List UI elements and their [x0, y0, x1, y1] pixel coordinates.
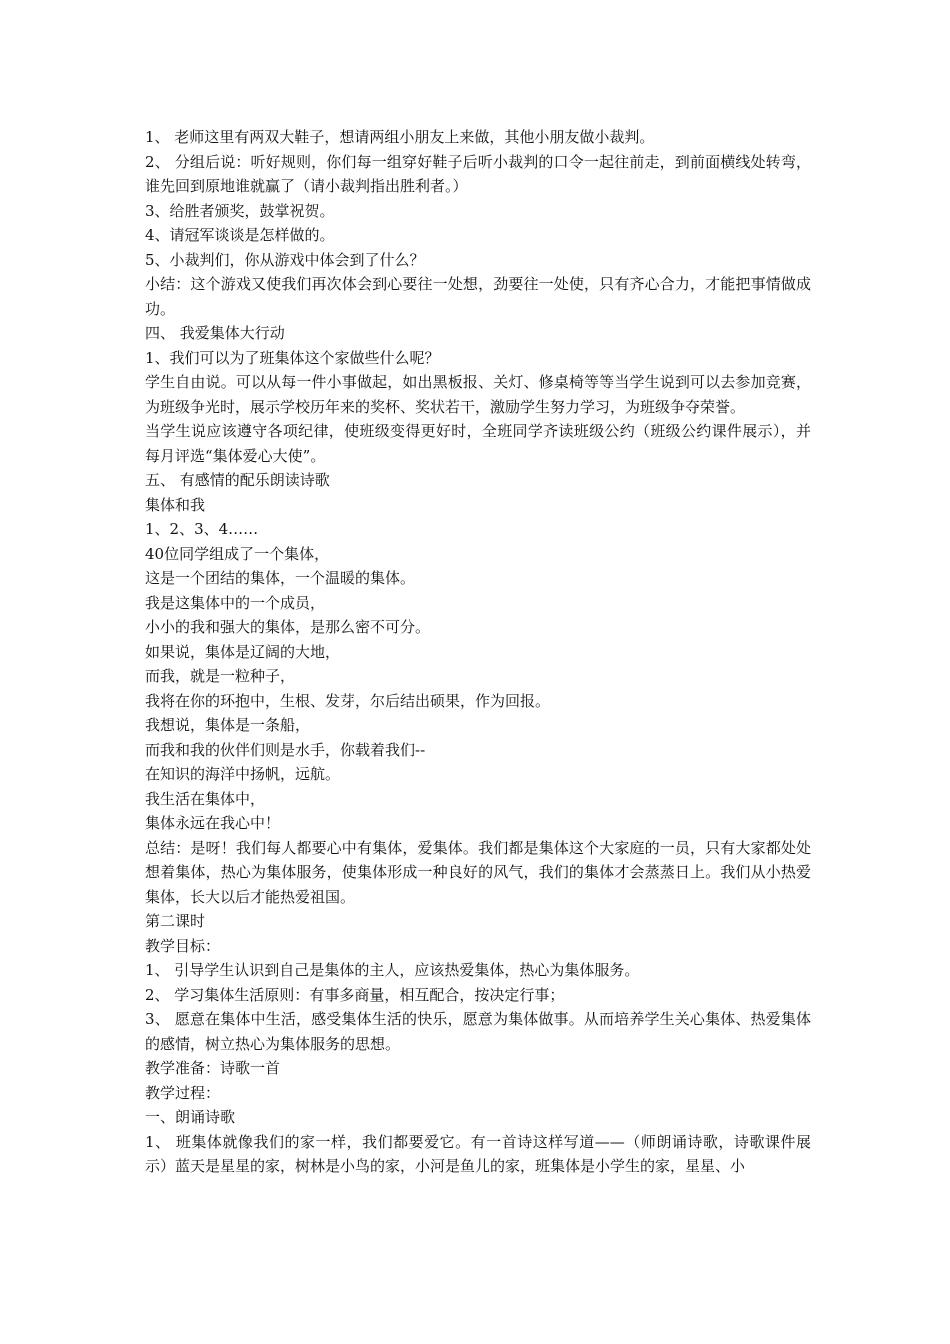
poem-line: 集体永远在我心中！ [145, 814, 281, 832]
poem-line: 这是一个团结的集体，一个温暖的集体。 [145, 569, 416, 587]
text-line: 教学目标： [145, 936, 221, 955]
text-line: 总结：是呀！我们每人都要心中有集体，爱集体。我们都是集体这个大家庭的一员，只有大家都处处想着集体，热心为集体服务，使集体形成一种良好的风气，我们的集体才会蒸蒸日上。我们从小热爱集体，长大以后才能热爱祖国。 [145, 838, 811, 906]
text-line: 学生自由说。可以从每一件小事做起，如出黑板报、关灯、修桌椅等等当学生说到可以去参加竞赛，为班级争光时，展示学校历年来的奖杯、奖状若干，激励学生努力学习，为班级争夺荣誉。 [145, 373, 811, 416]
section-heading: 一、朗诵诗歌 [145, 1108, 236, 1126]
text-line: 5、小裁判们，你从游戏中体会到了什么？ [145, 250, 425, 269]
section-heading: 四、 我爱集体大行动 [145, 324, 285, 342]
text-line: 2、 学习集体生活原则：有事多商量，相互配合，按决定行事； [145, 985, 565, 1004]
poem-line: 1、2、3、4…… [145, 520, 259, 538]
text-line: 1、 引导学生认识到自己是集体的主人，应该热爱集体，热心为集体服务。 [145, 961, 640, 979]
text-line: 3、给胜者颁奖，鼓掌祝贺。 [145, 201, 335, 220]
poem-line: 如果说，集体是辽阔的大地， [145, 642, 341, 661]
poem-line: 我是这集体中的一个成员， [145, 593, 326, 612]
poem-line: 而我和我的伙伴们则是水手，你载着我们-- [145, 740, 426, 759]
poem-line: 我想说，集体是一条船， [145, 716, 311, 734]
text-line: 教学过程： [145, 1083, 221, 1102]
text-line: 教学准备：诗歌一首 [145, 1059, 281, 1077]
poem-title: 集体和我 [145, 495, 206, 514]
section-heading: 第二课时 [145, 912, 206, 930]
text-line: 当学生说应该遵守各项纪律，使班级变得更好时，全班同学齐读班级公约（班级公约课件展示），并每月评选“集体爱心大使”。 [145, 422, 811, 465]
text-line: 1、我们可以为了班集体这个家做些什么呢？ [145, 348, 440, 367]
text-line: 2、 分组后说：听好规则，你们每一组穿好鞋子后听小裁判的口令一起往前走，到前面横线处转弯，谁先回到原地谁就赢了（请小裁判指出胜利者。） [145, 152, 811, 195]
poem-line: 40位同学组成了一个集体， [145, 544, 330, 563]
poem-line: 我将在你的环抱中，生根、发芽，尔后结出硕果，作为回报。 [145, 691, 551, 710]
text-line: 1、 老师这里有两双大鞋子，想请两组小朋友上来做，其他小朋友做小裁判。 [145, 128, 655, 146]
poem-line: 我生活在集体中， [145, 789, 266, 808]
poem-line: 小小的我和强大的集体，是那么密不可分。 [145, 618, 431, 636]
section-heading: 五、 有感情的配乐朗读诗歌 [145, 471, 330, 489]
text-line: 3、 愿意在集体中生活，感受集体生活的快乐，愿意为集体做事。从而培养学生关心集体、热爱集体的感情，树立热心为集体服务的思想。 [145, 1010, 811, 1053]
poem-line: 在知识的海洋中扬帆，远航。 [145, 765, 341, 783]
poem-line: 而我，就是一粒种子， [145, 667, 296, 685]
text-line: 小结：这个游戏又使我们再次体会到心要往一处想，劲要往一处使，只有齐心合力，才能把事情做成功。 [145, 275, 811, 318]
text-line: 4、请冠军谈谈是怎样做的。 [145, 226, 335, 244]
text-line: 1、 班集体就像我们的家一样，我们都要爱它。有一首诗这样写道——（师朗诵诗歌，诗歌课件展示）蓝天是星星的家，树林是小鸟的家，小河是鱼儿的家，班集体是小学生的家，星星、小 [145, 1132, 811, 1175]
document-body [145, 125, 811, 1179]
